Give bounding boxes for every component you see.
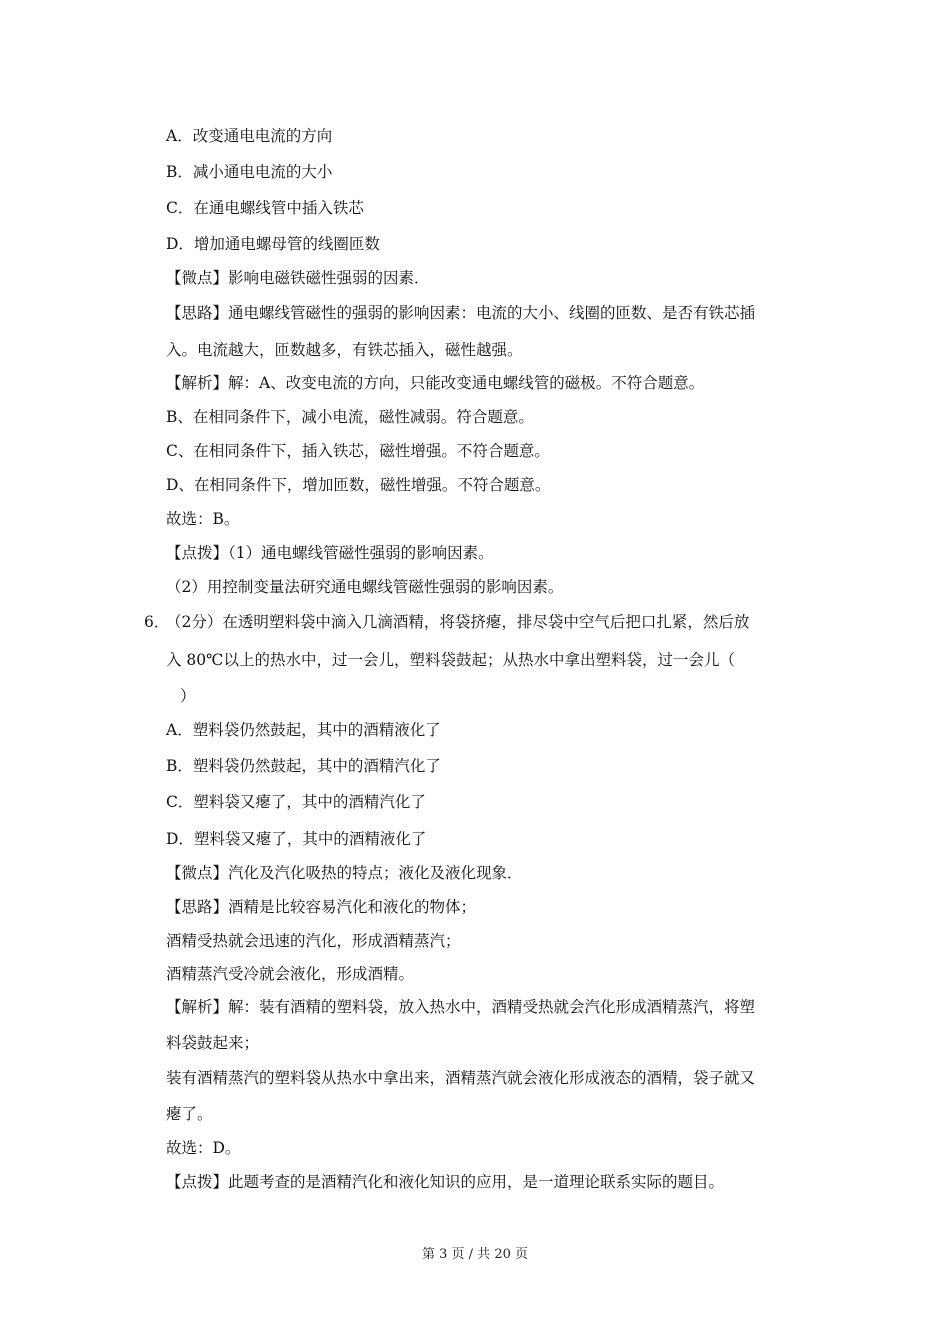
q6-jiexi-line-1: 【解析】解：装有酒精的塑料袋，放入热水中，酒精受热就会汽化形成酒精蒸汽，将塑	[166, 998, 756, 1016]
q6-dianbo: 【点拨】此题考查的是酒精汽化和液化知识的应用，是一道理论联系实际的题目。	[166, 1173, 725, 1191]
q5-option-c: C．在通电螺线管中插入铁芯	[166, 199, 364, 217]
page-footer: 第 3 页 / 共 20 页	[422, 1247, 528, 1262]
q5-jiexi-line-3: C、在相同条件下，插入铁芯，磁性增强。不符合题意。	[166, 442, 550, 460]
q5-jiexi-answer: 故选：B。	[166, 510, 240, 528]
q6-silu-line-3: 酒精蒸汽受冷就会液化，形成酒精。	[166, 965, 415, 983]
q5-dianbo-line-2: （2）用控制变量法研究通电螺线管磁性强弱的影响因素。	[166, 578, 564, 596]
q5-option-a: A．改变通电电流的方向	[166, 127, 333, 145]
q5-jiexi-line-1: 【解析】解：A、改变电流的方向，只能改变通电螺线管的磁极。不符合题意。	[166, 374, 705, 392]
q6-option-a: A．塑料袋仍然鼓起，其中的酒精液化了	[166, 721, 441, 739]
q5-dianbo-line-1: 【点拨】（1）通电螺线管磁性强弱的影响因素。	[166, 544, 494, 562]
q6-silu-line-2: 酒精受热就会迅速的汽化，形成酒精蒸汽；	[166, 932, 461, 950]
q6-stem-line-2: 入 80℃以上的热水中，过一会儿，塑料袋鼓起；从热水中拿出塑料袋，过一会儿（	[166, 651, 735, 669]
q6-weidian: 【微点】汽化及汽化吸热的特点；液化及液化现象．	[166, 864, 523, 882]
q6-jiexi-line-2: 料袋鼓起来；	[166, 1034, 260, 1052]
q5-weidian: 【微点】影响电磁铁磁性强弱的因素．	[166, 269, 430, 287]
q5-silu-line-2: 入。电流越大，匝数越多，有铁芯插入，磁性越强。	[166, 341, 523, 359]
q6-option-d: D．塑料袋又瘪了，其中的酒精液化了	[166, 830, 427, 848]
q6-jiexi-line-3: 装有酒精蒸汽的塑料袋从热水中拿出来，酒精蒸汽就会液化形成液态的酒精，袋子就又	[166, 1069, 756, 1087]
q5-silu-line-1: 【思路】通电螺线管磁性的强弱的影响因素：电流的大小、线圈的匝数、是否有铁芯插	[166, 304, 756, 322]
q6-jiexi-answer: 故选：D。	[166, 1139, 241, 1157]
q6-jiexi-line-4: 瘪了。	[166, 1105, 213, 1123]
q6-option-c: C．塑料袋又瘪了，其中的酒精汽化了	[166, 793, 426, 811]
q6-option-b: B．塑料袋仍然鼓起，其中的酒精汽化了	[166, 757, 441, 775]
q5-jiexi-line-2: B、在相同条件下，减小电流，磁性减弱。符合题意。	[166, 408, 534, 426]
q5-option-b: B．减小通电电流的大小	[166, 163, 333, 181]
q5-option-d: D．增加通电螺母管的线圈匝数	[166, 235, 380, 253]
q6-stem-line-3: ）	[180, 687, 196, 705]
q5-jiexi-line-4: D、在相同条件下，增加匝数，磁性增强。不符合题意。	[166, 476, 551, 494]
q6-silu-line-1: 【思路】酒精是比较容易汽化和液化的物体；	[166, 898, 477, 916]
q6-stem-line-1: （2分）在透明塑料袋中滴入几滴酒精，将袋挤瘪，排尽袋中空气后把口扎紧，然后放	[166, 613, 750, 631]
q6-number: 6．	[144, 613, 170, 631]
